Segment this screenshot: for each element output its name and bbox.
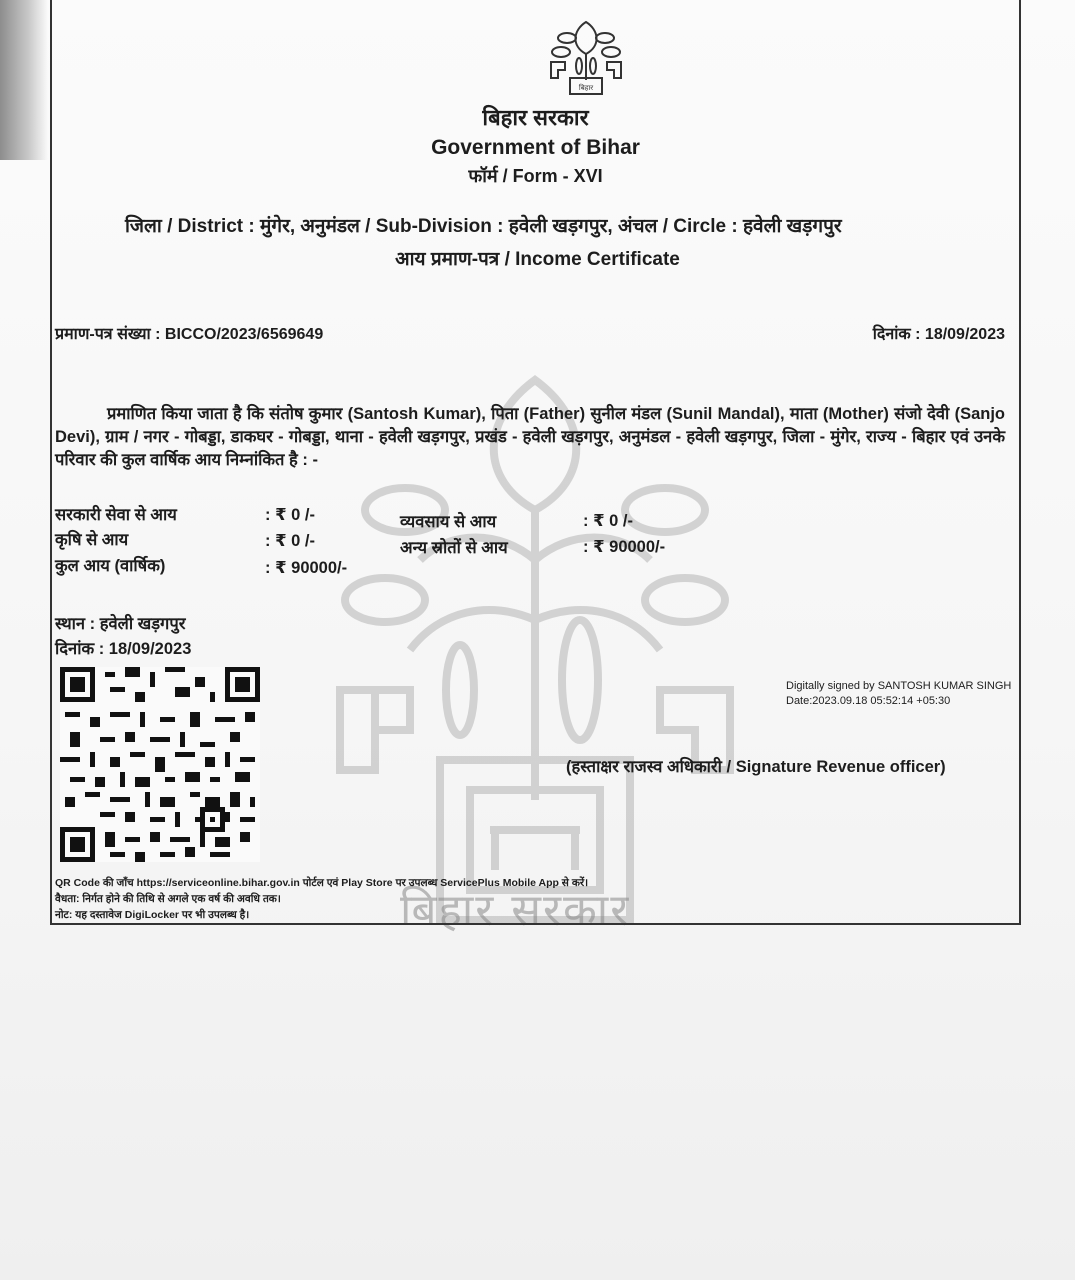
govt-service-value: : ₹ 0 /-: [265, 506, 315, 524]
certificate-number: प्रमाण-पत्र संख्या : BICCO/2023/6569649: [55, 326, 324, 343]
other-income-label: अन्य स्रोतों से आय: [400, 539, 508, 557]
other-income-value: : ₹ 90000/-: [583, 538, 666, 556]
watermark-text: बिहार सरकार: [400, 885, 631, 936]
total-income-value: : ₹ 90000/-: [265, 559, 348, 577]
issue-date: दिनांक : 18/09/2023: [872, 326, 1005, 343]
emblem-text: बिहार: [578, 84, 594, 92]
business-income-value: : ₹ 0 /-: [583, 512, 633, 530]
form-number: फॉर्म / Form - XVI: [468, 166, 603, 186]
qr-code[interactable]: [60, 667, 260, 862]
district-line: जिला / District : मुंगेर, अनुमंडल / Sub-Division : हवेली खड़गपुर, अंचल / Circle : हवेली खड़गपुर: [125, 216, 842, 237]
certificate-body: प्रमाणित किया जाता है कि संतोष कुमार (Santosh Kumar), पिता (Father) सुनील मंडल (Sunil Mandal), माता (Mother) संजो देवी (Sanjo Devi), ग्राम / नगर - गोबड्डा, डाकघर - गोबड्डा, थाना - हवेली खड़गपुर, प्रखंड - हवेली खड़गपुर, अनुमंडल - हवेली खड़गपुर, जिला - मुंगेर, राज्य - बिहार एवं उनके परिवार की कुल वार्षिक आय निम्नांकित है : -: [55, 405, 1005, 469]
business-income-label: व्यवसाय से आय: [400, 513, 497, 531]
hindi-government-title: बिहार सरकार: [482, 105, 589, 130]
digital-signature-signer: Digitally signed by SANTOSH KUMAR SINGH: [786, 680, 1012, 692]
digital-signature-date: Date:2023.09.18 05:52:14 +05:30: [786, 695, 951, 707]
government-title: Government of Bihar: [431, 136, 640, 159]
agriculture-value: : ₹ 0 /-: [265, 532, 315, 550]
govt-service-label: सरकारी सेवा से आय: [55, 506, 177, 524]
note-digilocker: नोट: यह दस्तावेज DigiLocker पर भी उपलब्ध है।: [55, 909, 250, 921]
total-income-label: कुल आय (वार्षिक): [55, 557, 166, 575]
note-validity: वैधता: निर्गत होने की तिथि से अगले एक वर्ष की अवधि तक।: [55, 893, 281, 905]
note-qr-verification: QR Code की जाँच https://serviceonline.bihar.gov.in पोर्टल एवं Play Store पर उपलब्ध ServicePlus Mobile App से करें।: [55, 877, 589, 889]
place-date: दिनांक : 18/09/2023: [55, 640, 192, 658]
shadow-edge: [0, 0, 48, 160]
signature-label: (हस्ताक्षर राजस्व अधिकारी / Signature Revenue officer): [566, 758, 946, 776]
certificate-title: आय प्रमाण-पत्र / Income Certificate: [395, 249, 680, 270]
place: स्थान : हवेली खड़गपुर: [55, 615, 186, 633]
agriculture-label: कृषि से आय: [55, 531, 129, 549]
bihar-emblem: [545, 18, 627, 96]
